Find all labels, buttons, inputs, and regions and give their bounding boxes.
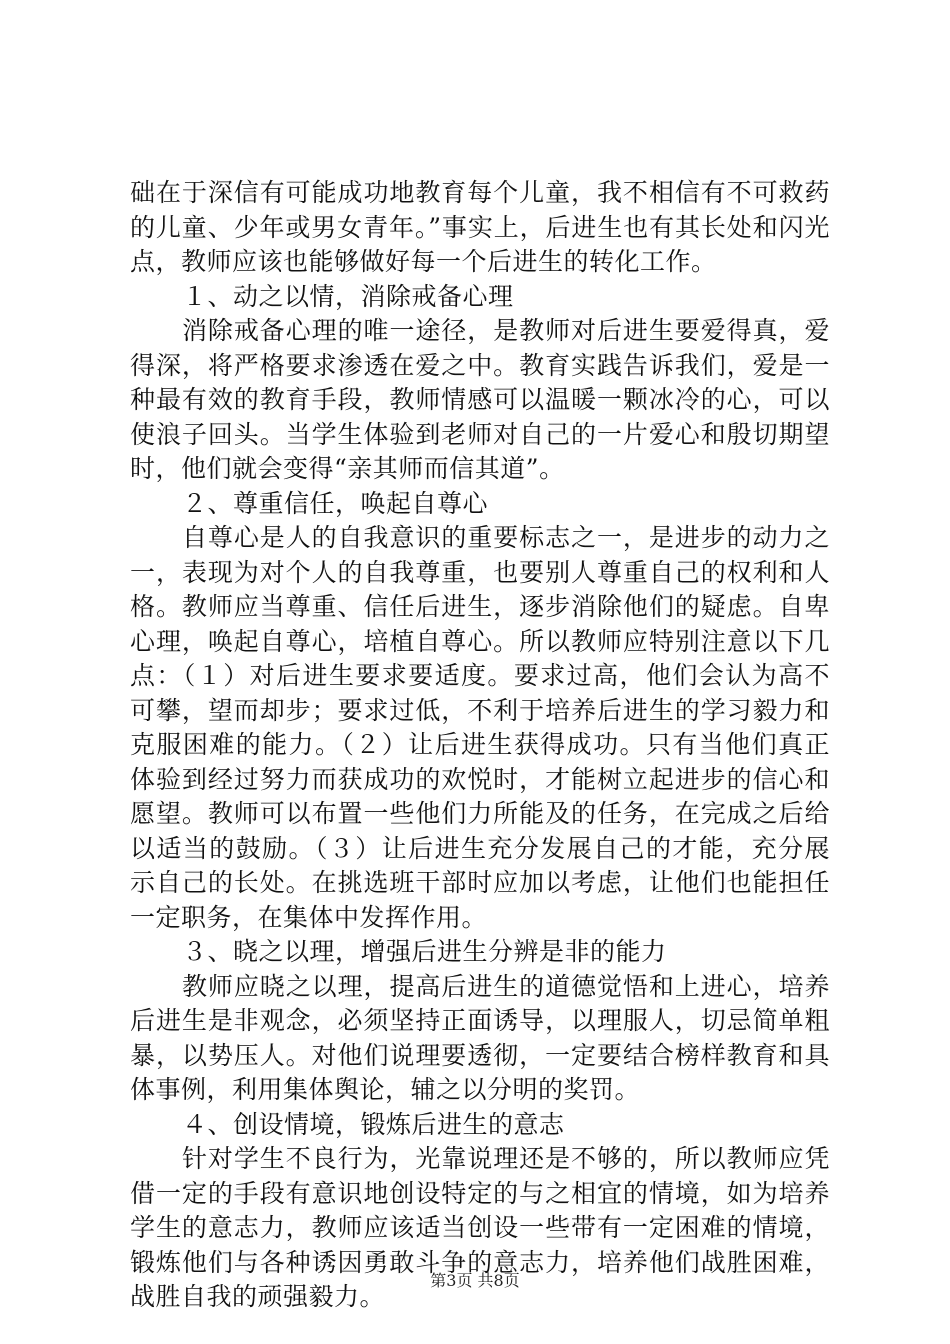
- document-body: [130, 176, 830, 1315]
- paragraph-body-4: 针对学生不良行为，光靠说理还是不够的，所以教师应凭借一定的手段有意识地创设特定的与之相宜的情境，如为培养学生的意志力，教师应该适当创设一些带有一定困难的情境，锻炼他们与各种诱因勇敢斗争的意志力，培养他们战胜困难，战胜自我的顽强毅力。: [130, 1144, 830, 1311]
- paragraph-continuation: 础在于深信有可能成功地教育每个儿童，我不相信有不可救药的儿童、少年或男女青年。”事实上，后进生也有其长处和闪光点，教师应该也能够做好每一个后进生的转化工作。: [130, 178, 830, 276]
- section-heading-3: ３、晓之以理，增强后进生分辨是非的能力: [182, 937, 667, 966]
- paragraph-body-2: 自尊心是人的自我意识的重要标志之一，是进步的动力之一，表现为对个人的自我尊重，也要别人尊重自己的权利和人格。教师应当尊重、信任后进生，逐步消除他们的疑虑。自卑心理，唤起自尊心，培植自尊心。所以教师应特别注意以下几点：（１）对后进生要求要适度。要求过高，他们会认为高不可攀，望而却步；要求过低，不利于培养后进生的学习毅力和克服困难的能力。（２）让后进生获得成功。只有当他们真正体验到经过努力而获成功的欢悦时，才能树立起进步的信心和愿望。教师可以布置一些他们力所能及的任务，在完成之后给以适当的鼓励。（３）让后进生充分发展自己的才能，充分展示自己的长处。在挑选班干部时应加以考虑，让他们也能担任一定职务，在集体中发挥作用。: [130, 523, 830, 932]
- page-number-footer: 第3页 共8页: [430, 1271, 520, 1290]
- section-heading-1: １、动之以情，消除戒备心理: [182, 281, 514, 311]
- section-heading-4: ４、创设情境，锻炼后进生的意志: [182, 1109, 565, 1139]
- paragraph-body-1: 消除戒备心理的唯一途径，是教师对后进生要爱得真，爱得深，将严格要求渗透在爱之中。教育实践告诉我们，爱是一种最有效的教育手段，教师情感可以温暖一颗冰冷的心，可以使浪子回头。当学生体验到老师对自己的一片爱心和殷切期望时，他们就会变得“亲其师而信其道”。: [130, 316, 830, 483]
- paragraph-body-3: 教师应晓之以理，提高后进生的道德觉悟和上进心，培养后进生是非观念，必须坚持正面诱导，以理服人，切忌简单粗暴，以势压人。对他们说理要透彻，一定要结合榜样教育和具体事例，利用集体舆论，辅之以分明的奖罚。: [130, 971, 830, 1104]
- section-heading-2: ２、尊重信任，唤起自尊心: [182, 488, 489, 518]
